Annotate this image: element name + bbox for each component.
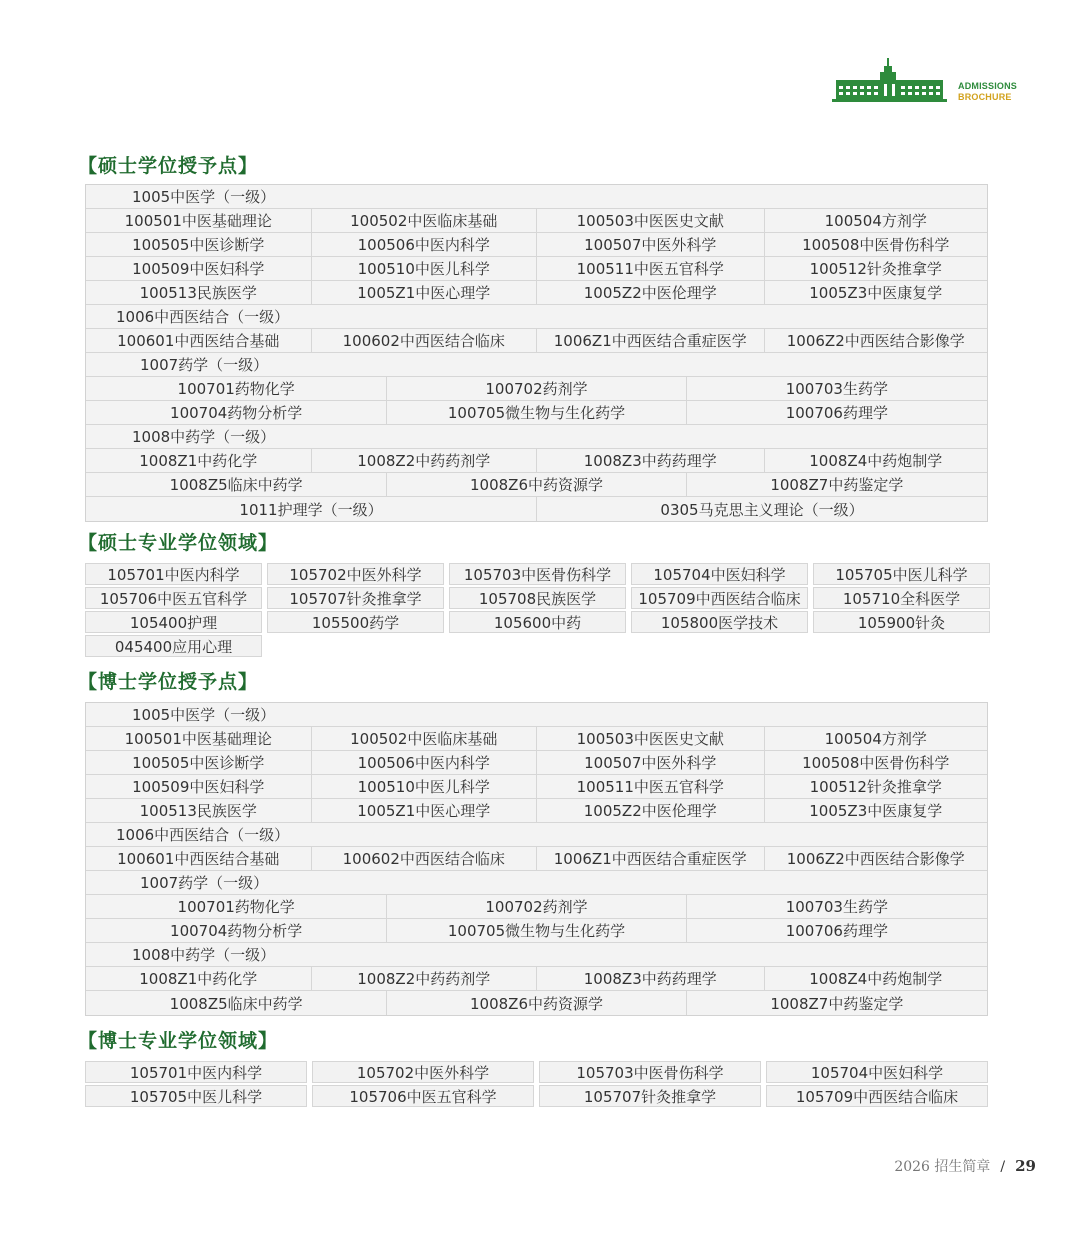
table-group-row <box>86 943 987 967</box>
table-cell: 100509中医妇科学 <box>86 257 312 280</box>
table-group-row <box>86 425 987 449</box>
table-cell: 1006Z2中西医结合影像学 <box>786 850 965 868</box>
table-row <box>86 919 987 943</box>
degree-box: 105400护理 <box>85 611 262 633</box>
degree-box: 105704中医妇科学 <box>631 563 808 585</box>
table-cell: 100507中医外科学 <box>537 751 765 774</box>
table-cell: 1008Z1中药化学 <box>86 967 312 990</box>
degree-box: 105701中医内科学 <box>85 563 262 585</box>
box-row <box>85 635 990 659</box>
brand-line-1: ADMISSIONS <box>958 81 1018 91</box>
table-cell: 1006Z1中西医结合重症医学 <box>537 329 765 352</box>
section-title-doctor-degree: 【博士学位授予点】 <box>78 671 259 693</box>
table-row <box>86 401 987 425</box>
table-group-row <box>86 871 987 895</box>
degree-box: 105800医学技术 <box>631 611 808 633</box>
table-row <box>86 895 987 919</box>
table-cell: 100702药剂学 <box>387 377 686 400</box>
table-cell: 100703生药学 <box>785 380 888 398</box>
table-cell: 100702药剂学 <box>387 895 686 918</box>
table-row <box>86 233 987 257</box>
table-cell: 1005Z1中医心理学 <box>312 799 538 822</box>
box-row <box>85 611 990 635</box>
table-cell: 1008Z2中药药剂学 <box>312 449 538 472</box>
doctor-degree-table <box>85 702 988 1016</box>
table-row <box>86 281 987 305</box>
table-cell: 100505中医诊断学 <box>86 751 312 774</box>
table-cell: 100509中医妇科学 <box>86 775 312 798</box>
table-cell: 100513民族医学 <box>86 281 312 304</box>
table-cell: 1005Z3中医康复学 <box>809 284 943 302</box>
table-row <box>86 991 987 1015</box>
table-cell: 1005Z3中医康复学 <box>809 802 943 820</box>
degree-box: 105701中医内科学 <box>85 1061 307 1083</box>
table-cell: 1008Z5临床中药学 <box>86 991 387 1015</box>
table-cell: 1008Z7中药鉴定学 <box>770 994 904 1013</box>
table-cell: 100601中西医结合基础 <box>86 847 312 870</box>
table-row <box>86 775 987 799</box>
degree-box: 105706中医五官科学 <box>312 1085 534 1107</box>
table-cell: 1008Z7中药鉴定学 <box>770 476 904 494</box>
page-number: 29 <box>1015 1157 1036 1175</box>
table-group-label: 1005中医学（一级） <box>132 188 276 206</box>
degree-box: 105710全科医学 <box>813 587 990 609</box>
degree-box: 105703中医骨伤科学 <box>449 563 626 585</box>
degree-box: 105702中医外科学 <box>267 563 444 585</box>
degree-box: 105709中西医结合临床 <box>766 1085 988 1107</box>
table-row <box>86 257 987 281</box>
table-row <box>86 449 987 473</box>
section-title-doctor-professional: 【博士专业学位领域】 <box>78 1030 279 1052</box>
table-cell: 100505中医诊断学 <box>86 233 312 256</box>
table-cell: 100512针灸推拿学 <box>809 778 942 796</box>
table-cell: 100507中医外科学 <box>537 233 765 256</box>
table-cell: 1006Z1中西医结合重症医学 <box>537 847 765 870</box>
table-cell: 100704药物分析学 <box>86 401 387 424</box>
table-cell: 100601中西医结合基础 <box>86 329 312 352</box>
table-cell: 100512针灸推拿学 <box>809 260 942 278</box>
page-footer <box>894 1156 1036 1176</box>
table-cell: 100602中西医结合临床 <box>312 847 538 870</box>
table-cell: 1008Z6中药资源学 <box>387 473 686 496</box>
table-cell: 100703生药学 <box>785 898 888 916</box>
box-row <box>85 563 990 587</box>
table-cell: 100506中医内科学 <box>312 233 538 256</box>
degree-box: 105705中医儿科学 <box>85 1085 307 1107</box>
table-cell: 100706药理学 <box>785 922 888 940</box>
table-cell: 100705微生物与生化药学 <box>387 919 686 942</box>
degree-box: 105702中医外科学 <box>312 1061 534 1083</box>
brochure-label: 2026 招生简章 <box>894 1159 991 1175</box>
degree-box: 105707针灸推拿学 <box>267 587 444 609</box>
table-cell: 100701药物化学 <box>86 895 387 918</box>
master-professional-table <box>85 563 990 659</box>
table-cell: 100502中医临床基础 <box>312 209 538 232</box>
table-cell: 1008Z6中药资源学 <box>387 991 686 1015</box>
degree-box: 105709中西医结合临床 <box>631 587 808 609</box>
table-row <box>86 473 987 497</box>
degree-box: 105704中医妇科学 <box>766 1061 988 1083</box>
table-row <box>86 329 987 353</box>
table-cell: 1008Z4中药炮制学 <box>809 970 943 988</box>
table-cell: 100508中医骨伤科学 <box>802 236 950 254</box>
table-group-label: 1006中西医结合（一级） <box>116 826 290 844</box>
table-cell: 100701药物化学 <box>86 377 387 400</box>
table-group-row <box>86 703 987 727</box>
table-cell: 1005Z2中医伦理学 <box>537 281 765 304</box>
table-cell: 1008Z2中药药剂学 <box>312 967 538 990</box>
doctor-professional-table <box>85 1061 990 1109</box>
table-group-row <box>86 353 987 377</box>
table-row <box>86 751 987 775</box>
footer-separator: / <box>1000 1159 1006 1175</box>
table-row <box>86 727 987 751</box>
table-cell: 100511中医五官科学 <box>537 775 765 798</box>
degree-box: 105708民族医学 <box>449 587 626 609</box>
table-cell: 100510中医儿科学 <box>312 775 538 798</box>
table-cell: 100706药理学 <box>785 404 888 422</box>
table-cell: 100704药物分析学 <box>86 919 387 942</box>
box-row <box>85 587 990 611</box>
table-cell: 100513民族医学 <box>86 799 312 822</box>
table-group-row <box>86 823 987 847</box>
table-row <box>86 209 987 233</box>
degree-box: 105706中医五官科学 <box>85 587 262 609</box>
table-row <box>86 847 987 871</box>
brand-line-2: BROCHURE <box>958 92 1012 102</box>
table-cell: 1008Z3中药药理学 <box>537 449 765 472</box>
degree-box: 105705中医儿科学 <box>813 563 990 585</box>
table-cell: 1008Z1中药化学 <box>86 449 312 472</box>
table-cell: 100501中医基础理论 <box>86 209 312 232</box>
table-cell: 100503中医医史文献 <box>537 727 765 750</box>
degree-box: 105500药学 <box>267 611 444 633</box>
table-group-row <box>86 305 987 329</box>
table-cell: 100602中西医结合临床 <box>312 329 538 352</box>
table-row <box>86 377 987 401</box>
table-row <box>86 497 987 521</box>
table-cell: 0305马克思主义理论（一级） <box>660 500 864 519</box>
table-cell: 1008Z3中药药理学 <box>537 967 765 990</box>
table-group-label: 1008中药学（一级） <box>132 946 276 964</box>
table-cell: 100510中医儿科学 <box>312 257 538 280</box>
table-cell: 1008Z5临床中药学 <box>86 473 387 496</box>
table-cell: 1011护理学（一级） <box>86 497 537 521</box>
box-row <box>85 1061 990 1085</box>
degree-box: 105707针灸推拿学 <box>539 1085 761 1107</box>
table-cell: 1005Z1中医心理学 <box>312 281 538 304</box>
table-cell: 100508中医骨伤科学 <box>802 754 950 772</box>
table-row <box>86 799 987 823</box>
master-degree-table <box>85 184 988 522</box>
degree-box: 105600中药 <box>449 611 626 633</box>
brand-text <box>958 81 1017 103</box>
table-row <box>86 967 987 991</box>
table-cell: 100503中医医史文献 <box>537 209 765 232</box>
table-group-label: 1008中药学（一级） <box>132 428 276 446</box>
box-row <box>85 1085 990 1109</box>
table-cell: 100504方剂学 <box>824 212 927 230</box>
degree-box: 045400应用心理 <box>85 635 262 657</box>
table-cell: 100501中医基础理论 <box>86 727 312 750</box>
table-cell: 100511中医五官科学 <box>537 257 765 280</box>
table-group-label: 1007药学（一级） <box>140 874 269 892</box>
degree-box: 105703中医骨伤科学 <box>539 1061 761 1083</box>
table-cell: 1006Z2中西医结合影像学 <box>786 332 965 350</box>
table-group-label: 1007药学（一级） <box>140 356 269 374</box>
table-cell: 1005Z2中医伦理学 <box>537 799 765 822</box>
table-cell: 100506中医内科学 <box>312 751 538 774</box>
table-cell: 100502中医临床基础 <box>312 727 538 750</box>
table-cell: 100504方剂学 <box>824 730 927 748</box>
campus-building-logo <box>832 56 947 106</box>
table-cell: 1008Z4中药炮制学 <box>809 452 943 470</box>
table-group-label: 1005中医学（一级） <box>132 706 276 724</box>
degree-box: 105900针灸 <box>813 611 990 633</box>
section-title-master-degree: 【硕士学位授予点】 <box>78 155 259 177</box>
table-group-row <box>86 185 987 209</box>
table-cell: 100705微生物与生化药学 <box>387 401 686 424</box>
table-group-label: 1006中西医结合（一级） <box>116 308 290 326</box>
section-title-master-professional: 【硕士专业学位领域】 <box>78 532 279 554</box>
